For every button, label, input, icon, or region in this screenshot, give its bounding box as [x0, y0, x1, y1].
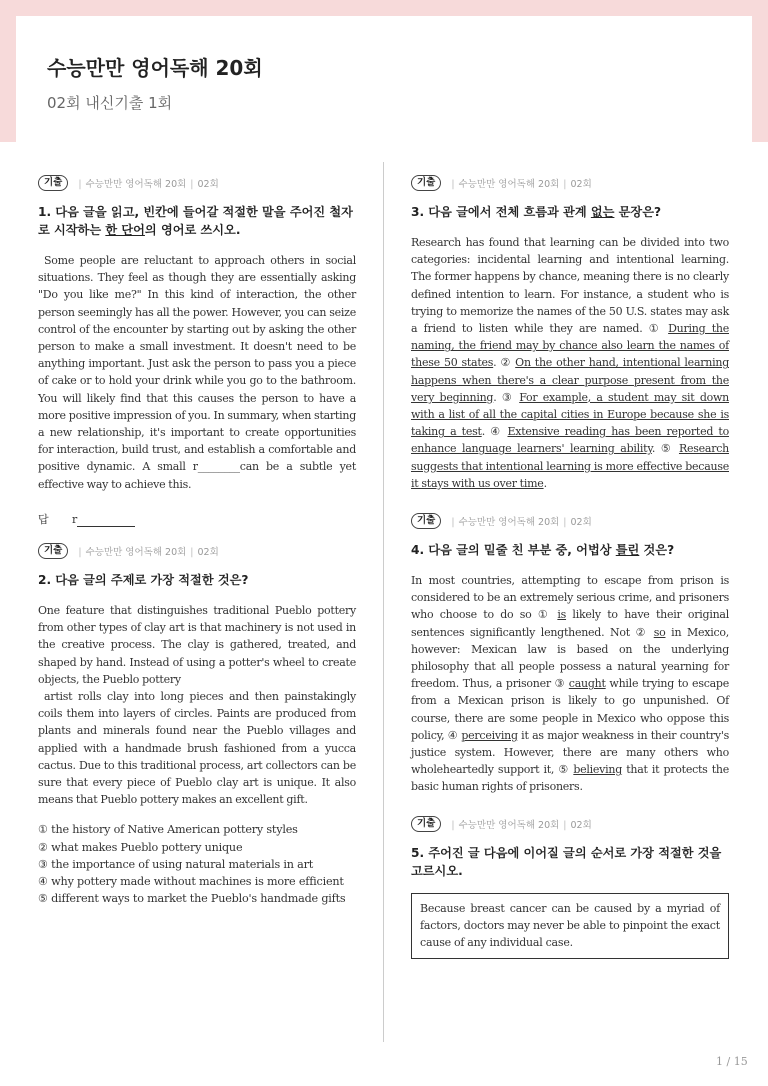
passage-text: likely to have their original sentences significantly lengthened. Not ② — [411, 608, 729, 639]
title-text: 4. 다음 글의 밑줄 친 부분 중, 어법상 — [411, 543, 616, 557]
question-5 — [411, 816, 729, 959]
answer-options — [38, 821, 356, 907]
source-badge: 기출 — [411, 513, 441, 529]
question-tag — [411, 175, 729, 191]
answer-line[interactable] — [77, 515, 135, 527]
passage — [411, 234, 729, 492]
sentence-number: . ② — [493, 356, 516, 370]
option-4[interactable]: ④ why pottery made without machines is more efficient — [38, 875, 344, 889]
source-meta: | 수능만만 영어독해 20회 | 02회 — [78, 179, 219, 190]
question-title: 5. 주어진 글 다음에 이어질 글의 순서로 가장 적절한 것을 고르시오. — [411, 846, 722, 878]
question-title — [411, 541, 729, 559]
passage-text: while trying to escape from a Mexican prison is likely to go unpunished. Of course, there are some people in Mexico who oppose this policy, ④ — [411, 677, 729, 742]
underlined-sentence-1: During the naming, the friend may by chance also learn the names of these 50 states — [411, 322, 729, 370]
title-text: 의 영어로 쓰시오. — [144, 223, 241, 237]
title-text: 문장은? — [614, 205, 662, 219]
title-text: 3. 다음 글에서 전체 흐름과 관계 — [411, 205, 591, 219]
passage-paragraph: artist rolls clay into long pieces and then painstakingly coils them into layers of circles. Paints are produced from plants and minerals found near the Pueblo villages and applied with a handmade brush fashioned from a yucca cactus. Due to this traditional process, art collectors can be sure that every piece of Pueblo clay art is unique. It also means that Pueblo pottery makes an excellent gift. — [38, 690, 356, 807]
option-2[interactable]: ② what makes Pueblo pottery unique — [38, 840, 243, 854]
underlined-word-4: perceiving — [461, 728, 518, 742]
option-3[interactable]: ③ the importance of using natural materials in art — [38, 857, 314, 871]
underlined-word-5: believing — [573, 763, 623, 777]
answer-row — [38, 511, 356, 527]
source-meta: | 수능만만 영어독해 20회 | 02회 — [451, 517, 592, 528]
passage-text: Research has found that learning can be divided into two categories: incidental learning and intentional learning. The former happens by chance, meaning there is no clearly defined intention to learn. For instance, a student who is trying to memorize the names of the 50 U.S. states may ask a friend to listen while they are named. — [411, 236, 729, 336]
title-emphasis: 틀린 — [615, 543, 640, 557]
underlined-sentence-4: Extensive reading has been reported to enhance language learners' learning ability — [411, 425, 729, 456]
given-text-box: Because breast cancer can be caused by a myriad of factors, doctors may never be able to pinpoint the exact cause of any individual case. — [411, 893, 729, 959]
title-text: 것은? — [639, 543, 675, 557]
page-number: 1 / 15 — [716, 1055, 748, 1068]
passage-paragraph: One feature that distinguishes traditional Pueblo pottery from other types of clay art is that machinery is not used in the creative process. The clay is gathered, treated, and shaped by hand. Instead of using a potter's wheel to create objects, the Pueblo pottery — [38, 604, 356, 686]
page-title: 수능만만 영어독해 20회 — [47, 56, 263, 80]
question-2 — [38, 543, 356, 907]
question-title: 2. 다음 글의 주제로 가장 적절한 것은? — [38, 573, 249, 587]
source-name: 수능만만 영어독해 20회 — [85, 547, 187, 558]
source-meta: | 수능만만 영어독해 20회 | 02회 — [451, 179, 592, 190]
source-meta: | 수능만만 영어독해 20회 | 02회 — [451, 820, 592, 831]
title-emphasis: 없는 — [590, 205, 615, 219]
sentence-number: . ⑤ — [651, 442, 679, 456]
question-1 — [38, 175, 356, 527]
page-header — [0, 0, 768, 142]
answer-label: 답 — [38, 512, 49, 526]
option-5[interactable]: ⑤ different ways to market the Pueblo's handmade gifts — [38, 892, 346, 906]
underlined-sentence-3: For example, a student may sit down with a list of all the capital cities in Europe because she is taking a test — [411, 390, 729, 439]
underlined-sentence-2: On the other hand, intentional learning happens when there's a clear purpose present from the very beginning — [411, 356, 729, 404]
source-badge: 기출 — [38, 175, 68, 191]
source-badge: 기출 — [411, 175, 441, 191]
passage — [38, 252, 356, 493]
question-title — [411, 203, 729, 221]
source-round: 02회 — [570, 820, 592, 831]
column-divider — [383, 162, 384, 1042]
passage — [38, 602, 356, 808]
source-name: 수능만만 영어독해 20회 — [458, 820, 560, 831]
title-text: 1. 다음 글을 읽고, 빈칸에 들어갈 적절한 말을 주어진 철자로 시작하는 — [38, 205, 353, 237]
answer-prefix: r — [72, 512, 78, 526]
passage-text: that it protects the basic human rights of prisoners. — [411, 763, 729, 794]
page-subtitle: 02회 내신기출 1회 — [47, 94, 173, 112]
passage-text: In most countries, attempting to escape from prison is considered to be an extremely serious crime, and prisoners who choose to do so ① — [411, 574, 729, 622]
underlined-word-2: so — [653, 625, 666, 639]
source-round: 02회 — [570, 517, 592, 528]
title-emphasis: 한 단어 — [105, 223, 145, 237]
question-tag — [38, 543, 356, 559]
underlined-word-3: caught — [568, 677, 606, 691]
passage-text: can be a subtle yet effective way to achieve this. — [38, 460, 356, 491]
source-round: 02회 — [197, 179, 219, 190]
source-round: 02회 — [570, 179, 592, 190]
source-badge: 기출 — [411, 816, 441, 832]
source-name: 수능만만 영어독해 20회 — [458, 517, 560, 528]
underlined-word-1: is — [557, 608, 567, 622]
question-tag — [38, 175, 356, 191]
sentence-number: . ③ — [493, 390, 520, 404]
question-3 — [411, 175, 729, 492]
question-tag — [411, 513, 729, 529]
underlined-sentence-5: Research suggests that intentional learning is more effective because it stays with us over time — [411, 442, 729, 490]
sentence-number: . ④ — [481, 425, 508, 439]
passage-text: Some people are reluctant to approach others in social situations. They feel as though they are essentially asking "Do you like me?" In this kind of interaction, the other person seemingly has all the power. However, you can seize control of the encounter by starting out by asking the other person to make a small investment. It doesn't need to be anything important. Just ask the person to pass you a piece of cake or to hold your drink while you go to the bathroom. You will likely find that this causes the person to have a more positive impression of you. In summary, when starting a new relationship, it's important to create opportunities for interaction, build trust, and establish a comfortable and positive dynamic. A small r — [38, 254, 356, 474]
source-name: 수능만만 영어독해 20회 — [458, 179, 560, 190]
question-title — [38, 203, 356, 239]
source-round: 02회 — [197, 547, 219, 558]
source-badge: 기출 — [38, 543, 68, 559]
question-4 — [411, 513, 729, 796]
question-tag — [411, 816, 729, 832]
passage — [411, 572, 729, 796]
passage-text: . — [543, 476, 547, 490]
source-meta: | 수능만만 영어독해 20회 | 02회 — [78, 547, 219, 558]
option-1[interactable]: ① the history of Native American pottery styles — [38, 823, 298, 837]
blank: ________ — [197, 460, 240, 474]
header-panel — [16, 16, 752, 142]
sentence-number: ① — [648, 322, 669, 336]
passage-text: it as major weakness in their country's justice system. However, there are many others who wholeheartedly support it, ⑤ — [411, 728, 729, 777]
passage-text: in Mexico, however: Mexican law is based on the underlying philosophy that all people possess a natural yearning for freedom. Thus, a prisoner ③ — [411, 625, 729, 691]
source-name: 수능만만 영어독해 20회 — [85, 179, 187, 190]
